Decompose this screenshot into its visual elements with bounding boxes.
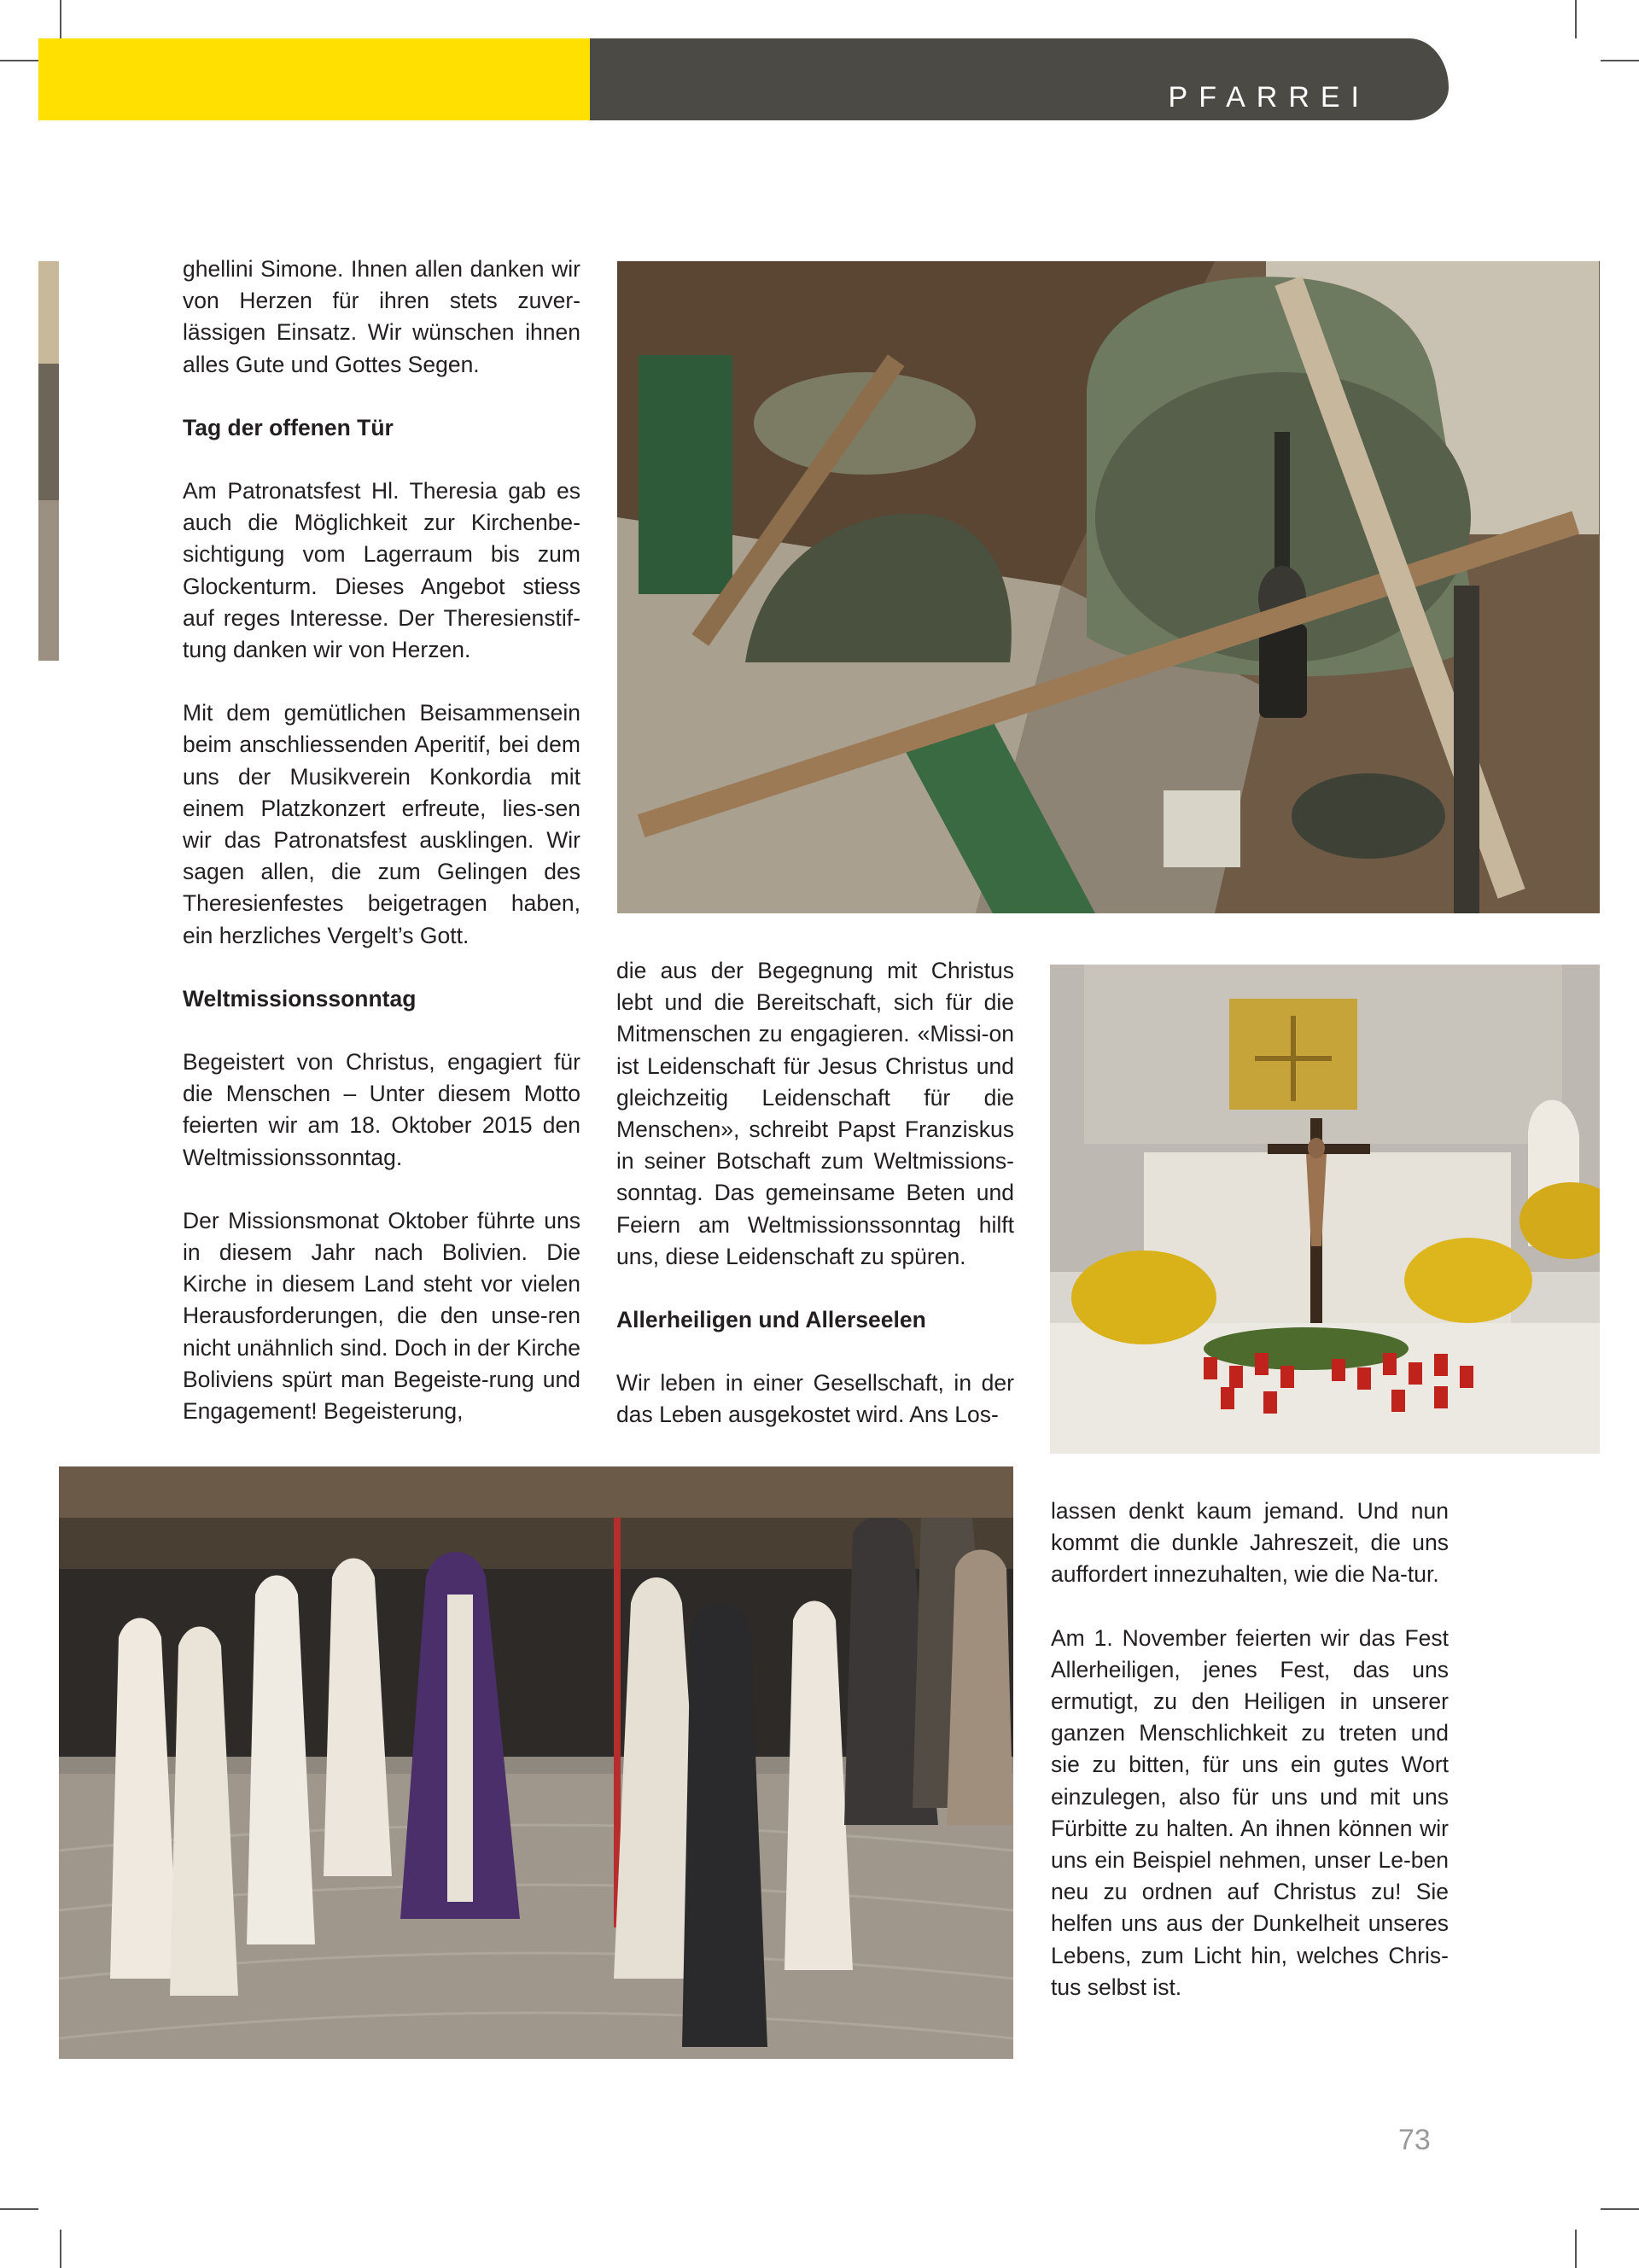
heading-allerheiligen: Allerheiligen und Allerseelen <box>616 1307 926 1333</box>
photo-altar-crucifix <box>1050 965 1600 1454</box>
crop-mark <box>0 2208 38 2210</box>
paragraph: Am 1. November feierten wir das Fest Allerheiligen, jenes Fest, das uns ermutigt, zu den Heiligen in unserer ganzen Menschlichkeit zu treten und sie zu bitten, für uns ein gutes Wort einzulegen, also für uns und mit uns Fürbitte zu halten. An ihnen können wir uns ein Beispiel nehmen, unser Le-ben neu zu ordnen auf Christus zu! Sie helfen uns aus der Dunkelheit unseres Lebens, zum Licht hin, welches Chris-tus selbst ist. <box>1051 1624 1449 2000</box>
paragraph: Am Patronatsfest Hl. Theresia gab es auch die Möglichkeit zur Kirchenbe-sichtigung vom Lagerraum bis zum Glockenturm. Dieses Angebot stiess auf reges Interesse. Der Theresienstif-tung danken wir von Herzen. <box>183 478 580 663</box>
paragraph: die aus der Begegnung mit Christus lebt und die Bereitschaft, sich für die Mitmenschen zu engagieren. «Missi-on ist Leidenschaft für Jesus Christus und gleichzeitig Leidenschaft für die Menschen», schreibt Papst Franziskus in seiner Botschaft zum Weltmissions-sonntag. Das gemeinsame Beten und Feiern am Weltmissionssonntag hilft uns, diese Leidenschaft zu spüren. <box>616 958 1014 1269</box>
text-column-right <box>1051 1495 1449 2003</box>
paragraph: lassen denkt kaum jemand. Und nun kommt die dunkle Jahreszeit, die uns auffordert innezuhalten, wie die Na-tur. <box>1051 1498 1449 1588</box>
text-column-middle <box>616 955 1014 1431</box>
paragraph: Begeistert von Christus, engagiert für die Menschen – Unter diesem Motto feierten wir am 18. Oktober 2015 den Weltmissionssonntag. <box>183 1049 580 1170</box>
photo-church-bells <box>617 261 1600 913</box>
crop-mark <box>0 60 38 61</box>
heading-weltmissionssonntag: Weltmissionssonntag <box>183 985 417 1012</box>
edge-photo-fragment <box>38 261 59 661</box>
text-column-left <box>183 254 580 1427</box>
crop-mark <box>1575 2230 1577 2268</box>
section-title: PFARREI <box>1168 81 1370 114</box>
heading-tag-der-offenen-tuer: Tag der offenen Tür <box>183 414 394 440</box>
paragraph: Wir leben in einer Gesellschaft, in der das Leben ausgekostet wird. Ans Los- <box>616 1370 1014 1428</box>
header-accent-bar <box>38 38 590 120</box>
crop-mark <box>60 0 61 38</box>
crop-mark <box>60 2230 61 2268</box>
crop-mark <box>1575 0 1577 38</box>
paragraph: Der Missionsmonat Oktober führte uns in diesem Jahr nach Bolivien. Die Kirche in diesem Land steht vor vielen Herausforderungen, die den unse-ren nicht unähnlich sind. Doch in der Kirche Boliviens spürt man Begeiste-rung und Engagement! Begeisterung, <box>183 1207 580 1425</box>
crop-mark <box>1601 60 1639 61</box>
crop-mark <box>1601 2208 1639 2210</box>
photo-procession <box>59 1466 1013 2059</box>
paragraph: Mit dem gemütlichen Beisammensein beim anschliessenden Aperitif, bei dem uns der Musikverein Konkordia mit einem Platzkonzert erfreute, lies-sen wir das Patronatsfest ausklingen. Wir sagen allen, die zum Gelingen des Theresienfestes beigetragen haben, ein herzliches Vergelt’s Gott. <box>183 700 580 948</box>
page-number: 73 <box>1398 2124 1431 2156</box>
paragraph: ghellini Simone. Ihnen allen danken wir von Herzen für ihren stets zuver-lässigen Einsatz. Wir wünschen ihnen alles Gute und Gottes Segen. <box>183 256 580 377</box>
